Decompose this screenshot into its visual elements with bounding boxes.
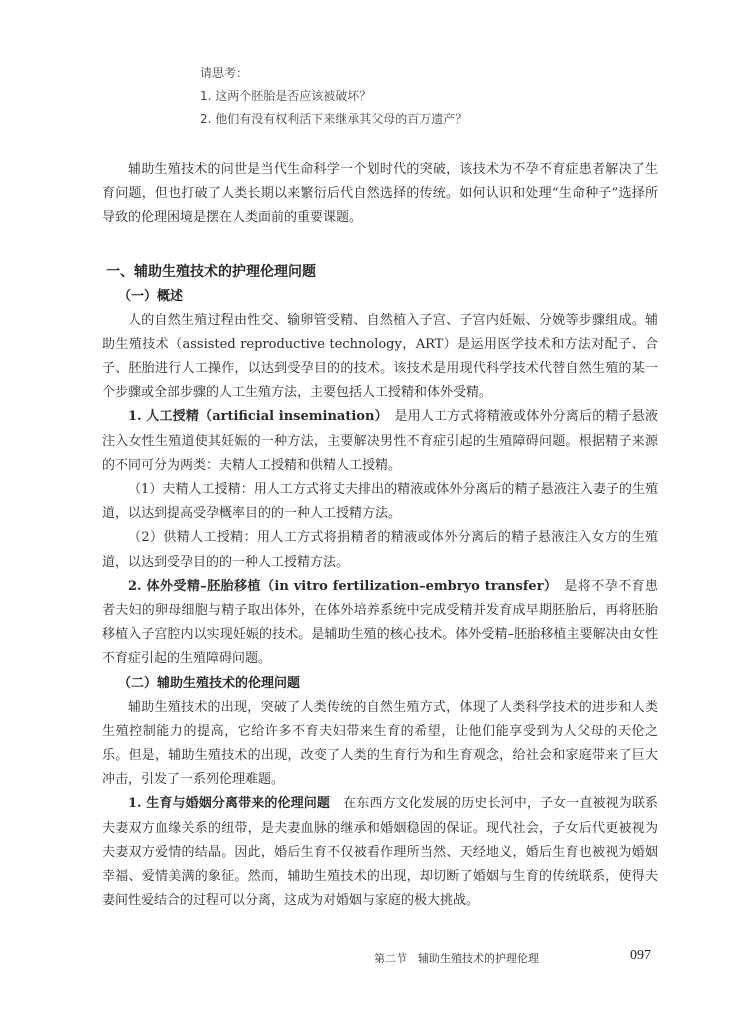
- ethics-issue-1-text: 在东西方文化发展的历史长河中，子女一直被视为联系夫妻双方血缘关系的纽带，是夫妻血脉的继承和婚姻稳固的保证。现代社会，子女后代更被视为夫妻双方爱情的结晶。因此，婚后生育不仅被看作理所当然、天经地义，婚后生育也被视为婚姻幸福、爱情美满的象征。然而，辅助生殖技术的出现，却切断了婚姻与生育的传统联系，使得夫妻间性爱结合的过程可以分离，这成为对婚姻与家庭的极大挑战。: [102, 796, 658, 909]
- think-box: [200, 62, 660, 131]
- artificial-insemination-definition: 是用人工方式将精液或体外分离后的精子悬液注入女性生殖道使其妊娠的一种方法，主要解决男性不育症引起的生殖障碍问题。根据精子来源的不同可分为两类：夫精人工授精和供精人工授精。: [102, 409, 658, 473]
- think-question-2: 2. 他们有没有权利活下来继承其父母的百万遗产？: [200, 112, 468, 126]
- subsection-heading-overview: （一）概述: [118, 288, 184, 304]
- ivf-paragraph: [102, 575, 658, 672]
- artificial-insemination-term: 1. 人工授精（artificial insemination）: [128, 409, 382, 425]
- intro-paragraph: 辅助生殖技术的问世是当代生命科学一个划时代的突破，该技术为不孕不育症患者解决了生育问题，但也打破了人类长期以来繁衍后代自然选择的传统。如何认识和处理“生命种子”选择所导致的伦理困境是摆在人类面前的重要课题。: [102, 162, 658, 226]
- ivf-definition: 是将不孕不育患者夫妇的卵母细胞与精子取出体外，在体外培养系统中完成受精并发育成早期胚胎后，再将胚胎移植入子宫腔内以实现妊娠的技术。是辅助生殖的核心技术。体外受精–胚胎移植主要解决由女性不育症引起的生殖障碍问题。: [102, 578, 658, 667]
- ivf-term: 2. 体外受精–胚胎移植（in vitro fertilization–embryo transfer）: [128, 578, 551, 594]
- page-footer: [0, 948, 730, 968]
- section-heading: 一、辅助生殖技术的护理伦理问题: [106, 263, 316, 280]
- ethics-issue-1-title: 1. 生育与婚姻分离带来的伦理问题: [128, 796, 330, 812]
- think-title: 请思考：: [200, 66, 249, 80]
- overview-paragraph: 人的自然生殖过程由性交、输卵管受精、自然植入子宫、子宫内妊娠、分娩等步骤组成。辅助生殖技术（assisted reproductive technology，ART）是运用医学技术和方法对配子、合子、胚胎进行人工操作，以达到受孕目的的技术。该技术是用现代科学技术代替自然生殖的某一个步骤或全部步骤的人工生殖方法，主要包括人工授精和体外受精。: [102, 312, 658, 401]
- artificial-insemination-paragraph: [102, 405, 658, 478]
- husband-insemination-paragraph: （1）夫精人工授精：用人工方式将丈夫排出的精液或体外分离后的精子悬液注入妻子的生殖道，以达到提高受孕概率目的的一种人工授精方法。: [102, 482, 658, 522]
- think-question-1: 1. 这两个胚胎是否应该被破坏？: [200, 89, 372, 103]
- main-content: [102, 158, 658, 913]
- running-footer-title: 第二节 辅助生殖技术的护理伦理: [374, 952, 539, 965]
- subsection-heading-ethics: （二）辅助生殖技术的伦理问题: [118, 675, 301, 691]
- ethics-issue-1-paragraph: [102, 792, 658, 913]
- page-number: 097: [630, 948, 651, 963]
- donor-insemination-paragraph: （2）供精人工授精：用人工方式将捐精者的精液或体外分离后的精子悬液注入女方的生殖道，以达到受孕目的的一种人工授精方法。: [102, 530, 658, 570]
- ethics-intro-paragraph: 辅助生殖技术的出现，突破了人类传统的自然生殖方式，体现了人类科学技术的进步和人类生殖控制能力的提高，它给许多不育夫妇带来生育的希望，让他们能享受到为人父母的天伦之乐。但是，辅助生殖技术的出现，改变了人类的生育行为和生育观念，给社会和家庭带来了巨大冲击，引发了一系列伦理难题。: [102, 699, 658, 788]
